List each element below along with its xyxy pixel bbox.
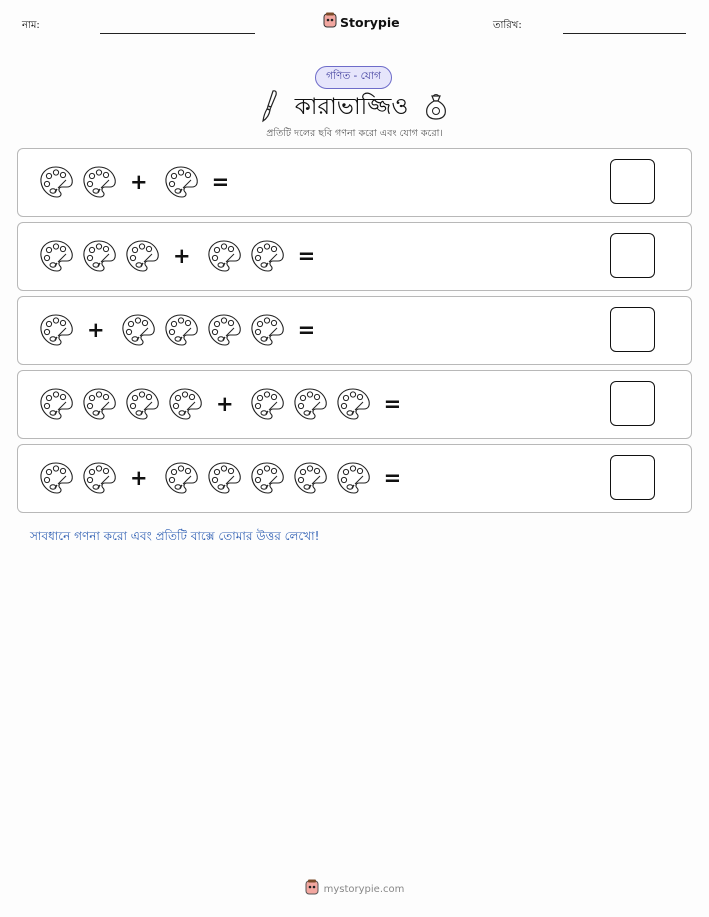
paintbrush-icon: [261, 89, 279, 127]
problem-row: [17, 148, 692, 217]
site-footer: [0, 879, 709, 899]
paint-palette-icon: [163, 164, 200, 201]
equals-sign: =: [297, 244, 316, 268]
answer-box[interactable]: [610, 159, 655, 204]
paint-palette-icon: [206, 238, 243, 275]
footer-note: সাবধানে গণনা করো এবং প্রতিটি বাক্সে তোমার উত্তর লেখো!: [30, 529, 320, 543]
date-label: তারিখ:: [493, 20, 522, 31]
page-title: কারাভাজ্জিও: [294, 94, 409, 120]
problem-items: [38, 223, 315, 290]
paint-palette-icon: [38, 238, 75, 275]
paint-palette-icon: [124, 238, 161, 275]
answer-box[interactable]: [610, 233, 655, 278]
paint-palette-icon: [335, 460, 372, 497]
storypie-mascot-icon: [323, 12, 337, 32]
title-row: [0, 88, 709, 127]
paint-palette-icon: [81, 164, 118, 201]
site-url[interactable]: mystorypie.com: [323, 883, 405, 895]
paint-palette-icon: [206, 312, 243, 349]
paint-palette-icon: [249, 460, 286, 497]
answer-box[interactable]: [610, 455, 655, 500]
plus-sign: +: [216, 392, 234, 416]
paint-palette-icon: [38, 460, 75, 497]
paint-palette-icon: [206, 460, 243, 497]
problem-items: [38, 297, 315, 364]
storypie-mascot-icon: [305, 879, 319, 899]
plus-sign: +: [130, 466, 148, 490]
paint-palette-icon: [81, 386, 118, 423]
paint-palette-icon: [120, 312, 157, 349]
paint-palette-icon: [38, 164, 75, 201]
money-bag-icon: [424, 92, 448, 124]
instruction-text: প্রতিটি দলের ছবি গণনা করো এবং যোগ করো।: [266, 128, 443, 139]
problem-row: [17, 444, 692, 513]
paint-palette-icon: [249, 312, 286, 349]
brand-name: Storypie: [340, 14, 400, 30]
subject-badge: গণিত - যোগ: [315, 66, 392, 89]
equals-sign: =: [211, 170, 230, 194]
problem-items: [38, 149, 229, 216]
paint-palette-icon: [81, 238, 118, 275]
problem-row: [17, 222, 692, 291]
equals-sign: =: [297, 318, 316, 342]
paint-palette-icon: [38, 312, 75, 349]
date-line[interactable]: [563, 33, 686, 34]
paint-palette-icon: [335, 386, 372, 423]
paint-palette-icon: [249, 238, 286, 275]
brand-logo: [323, 12, 400, 32]
paint-palette-icon: [249, 386, 286, 423]
problem-items: [38, 371, 401, 438]
paint-palette-icon: [163, 312, 200, 349]
problem-items: [38, 445, 401, 512]
problem-row: [17, 370, 692, 439]
paint-palette-icon: [163, 460, 200, 497]
paint-palette-icon: [81, 460, 118, 497]
name-label: নাম:: [22, 20, 40, 31]
paint-palette-icon: [124, 386, 161, 423]
paint-palette-icon: [38, 386, 75, 423]
paint-palette-icon: [292, 460, 329, 497]
answer-box[interactable]: [610, 307, 655, 352]
plus-sign: +: [173, 244, 191, 268]
equals-sign: =: [383, 392, 402, 416]
paint-palette-icon: [167, 386, 204, 423]
plus-sign: +: [87, 318, 105, 342]
paint-palette-icon: [292, 386, 329, 423]
problem-row: [17, 296, 692, 365]
name-line[interactable]: [100, 33, 255, 34]
equals-sign: =: [383, 466, 402, 490]
answer-box[interactable]: [610, 381, 655, 426]
plus-sign: +: [130, 170, 148, 194]
